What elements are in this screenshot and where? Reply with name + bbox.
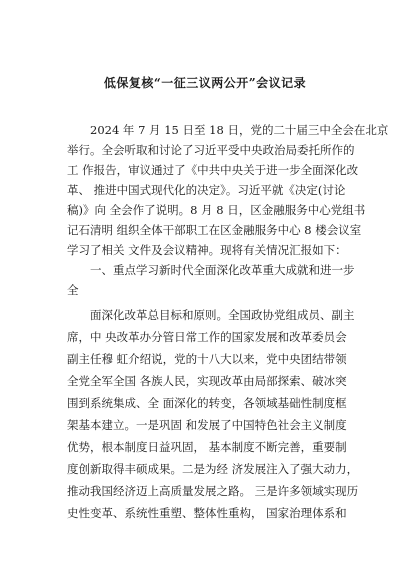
document-title: 低保复核“一征三议两公开”会议记录 xyxy=(103,76,307,90)
paragraph-line: 稿)》向 全会作了说明。8 月 8 日，区金融服务中心党组书 xyxy=(67,203,366,217)
paragraph-line: 学习了相关 文件及会议精神。现将有关情况汇报如下： xyxy=(67,243,347,257)
paragraph-line: 度创新取得丰硕成果。二是为经 济发展注入了强大动力， xyxy=(67,462,359,476)
section-heading-line: 全 xyxy=(67,283,79,297)
paragraph-line: 面深化改革总目标和原则。全国政协党组成员、副主 xyxy=(90,308,355,322)
paragraph-line: 举行。全会听取和讨论了习近平受中央政治局委托所作的 xyxy=(67,143,355,157)
paragraph-line: 革、 推进中国式现代化的决定》。习近平就《决定(讨论 xyxy=(67,183,346,197)
section-heading-line: 一、重点学习新时代全面深化改革重大成就和进一步 xyxy=(90,263,355,277)
paragraph-line: 2024 年 7 月 15 日至 18 日，党的二十届三中全会在北京 xyxy=(90,123,389,137)
paragraph-line: 推动我国经济迈上高质量发展之路。 三是许多领域实现历 xyxy=(67,484,359,498)
paragraph-line: 副主任穆 虹介绍说，党的十八大以来，党中央团结带领 xyxy=(67,352,347,366)
paragraph-line: 架基本建立。一是巩固 和发展了中国特色社会主义制度 xyxy=(67,418,347,432)
paragraph-line: 优势，根本制度日益巩固， 基本制度不断完善，重要制 xyxy=(67,440,347,454)
paragraph-line: 围到系统集成、全 面深化的转变，各领域基础性制度框 xyxy=(67,396,347,410)
paragraph-line: 史性变革、系统性重塑、整体性重构， 国家治理体系和 xyxy=(67,506,347,520)
paragraph-line: 工 作报告，审议通过了《中共中央关于进一步全面深化改 xyxy=(67,163,359,177)
paragraph-line: 席，中 央改革办分管日常工作的国家发展和改革委员会 xyxy=(67,330,347,344)
paragraph-line: 全党全军全国 各族人民，实现改革由局部探索、破冰突 xyxy=(67,374,347,388)
paragraph-line: 记石清明 组织全体干部职工在区金融服务中心 8 楼会议室 xyxy=(67,223,362,237)
